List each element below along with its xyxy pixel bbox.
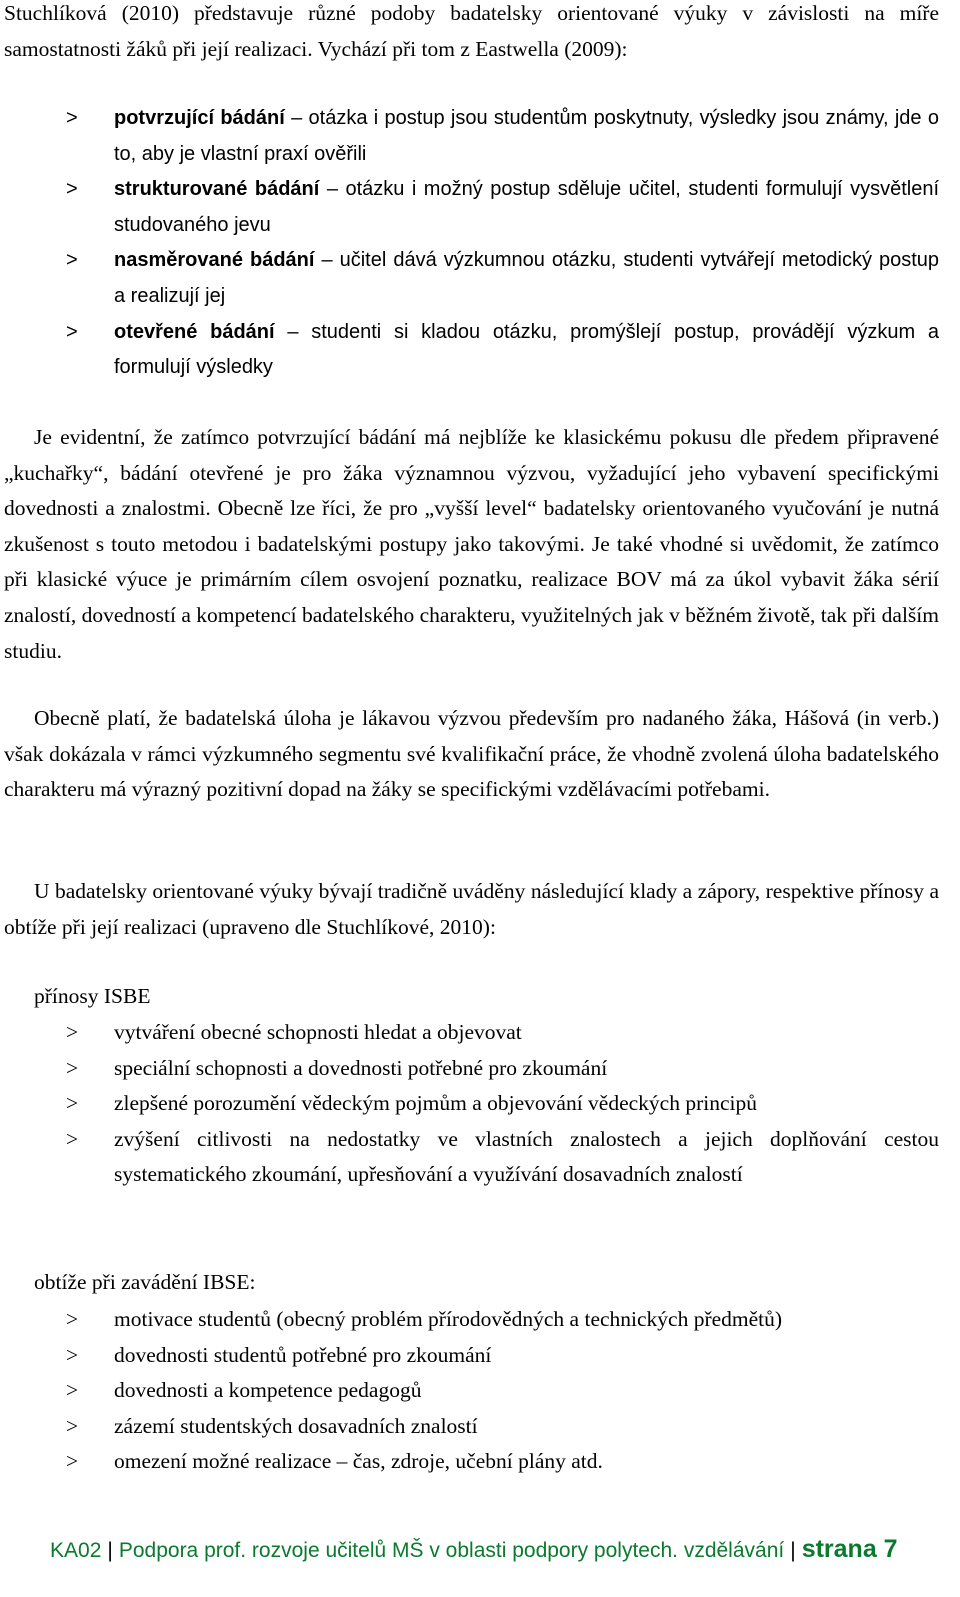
level-term: otevřené bádání [114,320,275,343]
obstacles-heading: obtíže při zavádění IBSE: [34,1270,256,1294]
list-item [4,1444,939,1480]
footer-separator: | [107,1539,113,1562]
list-item [4,1338,939,1374]
list-item [4,1051,939,1087]
list-item [4,172,939,243]
list-item [4,101,939,172]
list-item [4,1015,939,1051]
list-item-text: zlepšené porozumění vědeckým pojmům a objevování vědeckých principů [114,1091,757,1116]
bullet-marker-icon: > [66,1413,79,1438]
list-item [4,1122,939,1193]
paragraph-evident [4,420,939,669]
list-item-text: omezení možné realizace – čas, zdroje, učební plány atd. [114,1449,603,1474]
list-item [4,1409,939,1445]
level-term: nasměrované bádání [114,249,315,272]
paragraph-talented [4,701,939,808]
benefits-heading: přínosy ISBE [34,984,151,1008]
level-term: strukturované bádání [114,178,320,201]
list-item-text: dovednosti studentů potřebné pro zkoumání [114,1342,492,1367]
bullet-marker-icon: > [66,1020,79,1044]
bullet-marker-icon: > [66,1055,79,1080]
bullet-marker-icon: > [66,107,78,129]
bullet-marker-icon: > [66,1342,79,1367]
bullet-marker-icon: > [66,1091,79,1116]
level-description: – otázku i možný postup sděluje učitel, studenti formulují vysvětlení studovaného jevu [114,178,939,236]
footer-title: Podpora prof. rozvoje učitelů MŠ v oblasti podpory polytech. vzdělávání [118,1539,785,1562]
list-item [4,315,939,386]
level-description: – učitel dává výzkumnou otázku, studenti vytvářejí metodický postup a realizují jej [114,249,940,307]
list-item-text: dovednosti a kompetence pedagogů [114,1378,422,1403]
bullet-marker-icon: > [66,320,78,343]
list-item-text: zvýšení citlivosti na nedostatky ve vlastních znalostech a jejich doplňování cestou systematického zkoumání, upřesňování a využívání dosavadních znalostí [114,1126,939,1187]
obstacles-list [4,1302,939,1480]
intro-paragraph: Stuchlíková (2010) představuje různé podoby badatelsky orientované výuky v závislosti na míře samostatnosti žáků při její realizaci. Vychází při tom z Eastwella (2009): [4,1,939,61]
bullet-marker-icon: > [66,1378,79,1403]
paragraph-pros-cons [4,874,939,945]
list-item-text: speciální schopnosti a dovednosti potřebné pro zkoumání [114,1055,608,1080]
list-item [4,1373,939,1409]
level-description: – studenti si kladou otázku, promýšlejí postup, provádějí výzkum a formulují výsledky [114,320,939,379]
page-number: strana 7 [801,1535,898,1563]
list-item-text: vytváření obecné schopnosti hledat a objevovat [114,1020,522,1044]
inquiry-levels-list [4,101,939,386]
footer-separator: | [790,1539,796,1562]
bullet-marker-icon: > [66,1307,79,1331]
footer-code: KA02 [50,1539,102,1562]
page-footer [50,1533,898,1567]
paragraph-text: U badatelsky orientované výuky bývají tradičně uváděny následující klady a zápory, respektive přínosy a obtíže při její realizaci (upraveno dle Stuchlíkové, 2010): [4,879,939,939]
list-item [4,1086,939,1122]
bullet-marker-icon: > [66,249,78,272]
paragraph-text: Je evidentní, že zatímco potvrzující bádání má nejblíže ke klasickému pokusu dle předem připravené „kuchařky“, bádání otevřené je pro žáka významnou výzvou, vyžadující jeho vybavení specifickými dovednosti a znalostmi. Obecně lze říci, že pro „vyšší level“ badatelsky orientovaného vyučování je nutná zkušenost s touto metodou i badatelskými postupy jako takovými. Je také vhodné si uvědomit, že zatímco při klasické výuce je primárním cílem osvojení poznatku, realizace BOV má za úkol vybavit žáka sérií znalostí, dovedností a kompetencí badatelského charakteru, využitelných jak v běžném životě, tak při dalším studiu. [4,425,939,663]
list-item-text: zázemí studentských dosavadních znalostí [114,1413,478,1438]
bullet-marker-icon: > [66,1449,79,1474]
bullet-marker-icon: > [66,1126,79,1151]
list-item [4,243,939,314]
bullet-marker-icon: > [66,178,78,201]
level-term: potvrzující bádání [114,107,285,129]
level-description: – otázka i postup jsou studentům poskytnuty, výsledky jsou známy, jde o to, aby je vlastní praxí ověřili [114,107,939,165]
list-item-text: motivace studentů (obecný problém přírodovědných a technických předmětů) [114,1307,783,1331]
list-item [4,1302,939,1338]
benefits-list [4,1015,939,1193]
paragraph-text: Obecně platí, že badatelská úloha je lákavou výzvou především pro nadaného žáka, Hášová (in verb.) však dokázala v rámci výzkumného segmentu své kvalifikační práce, že vhodně zvolená úloha badatelského charakteru má výrazný pozitivní dopad na žáky se specifickými vzdělávacími potřebami. [4,706,939,802]
